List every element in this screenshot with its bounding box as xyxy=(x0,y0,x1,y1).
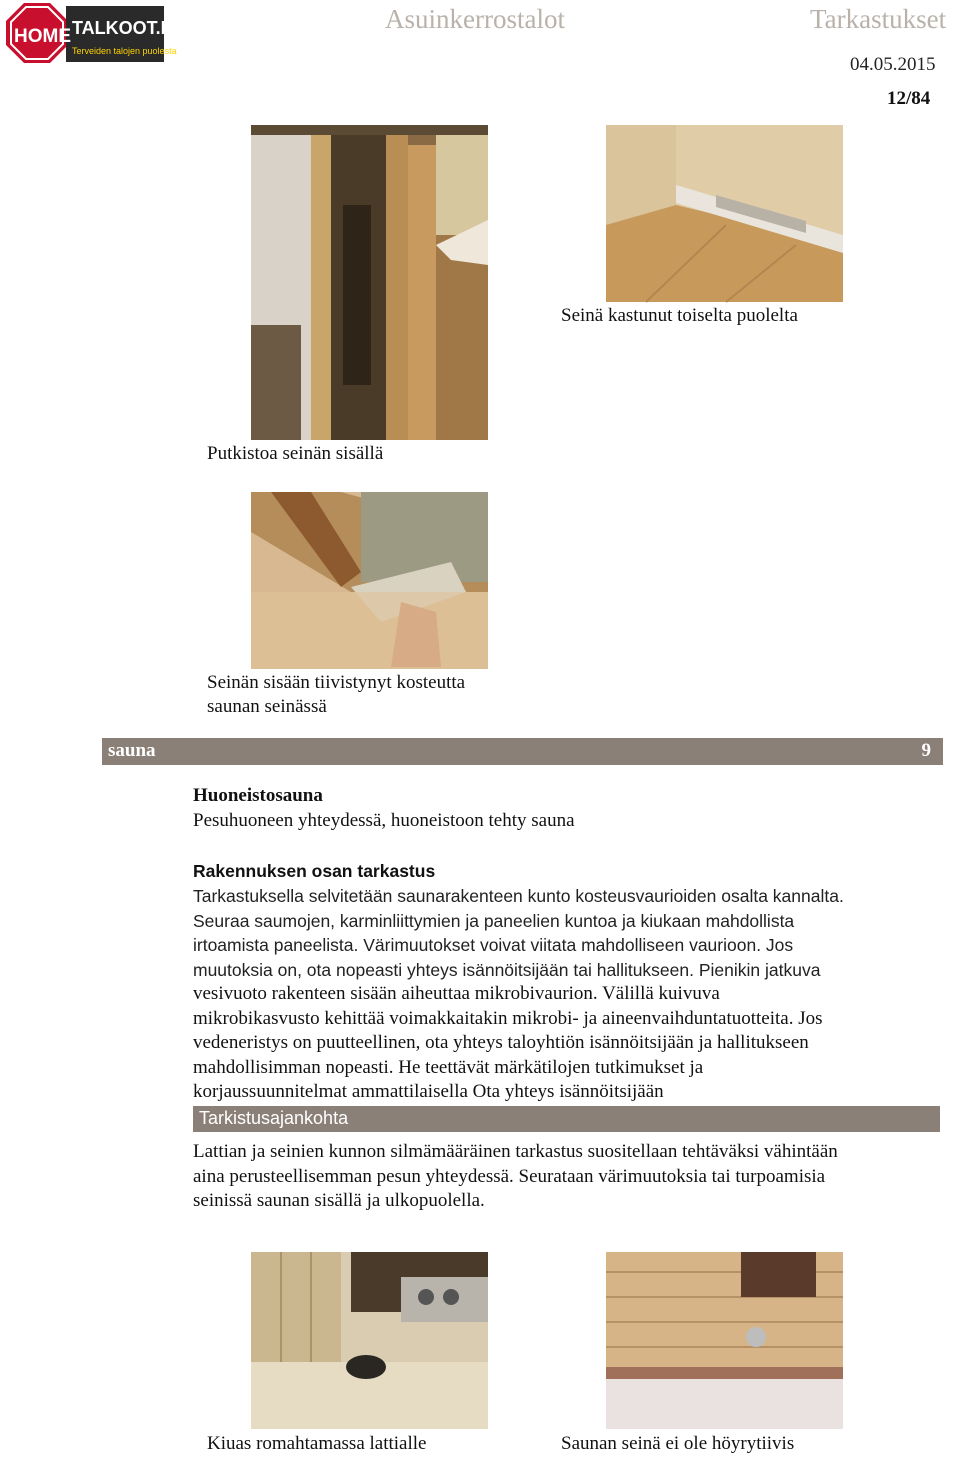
schedule-heading-bar xyxy=(193,1106,940,1132)
photo-pipes-in-wall xyxy=(251,125,488,440)
inspection-line: Seuraa saumojen, karminliittymien ja paneelien kuntoa ja kiukaan mahdollista xyxy=(193,910,795,931)
logo-home-text: HOME xyxy=(14,26,71,47)
header-section-name: Asuinkerrostalot xyxy=(385,4,565,34)
body-line: korjaussuunnitelmat ammattilaisella Ota yhteys isännöitsijään xyxy=(193,1081,664,1102)
page-number: 12/84 xyxy=(887,88,931,109)
logo-graphic xyxy=(6,2,177,64)
section-number: 9 xyxy=(921,740,931,761)
section-description: Pesuhuoneen yhteydessä, huoneistoon tehty sauna xyxy=(193,810,575,831)
body-line: mahdollisimman nopeasti. He teettävät märkätilojen tutkimukset ja xyxy=(193,1056,704,1078)
inspection-text xyxy=(193,884,844,982)
caption-pipes-in-wall: Putkistoa seinän sisällä xyxy=(207,443,384,464)
inspection-body-text xyxy=(193,982,823,1105)
caption-wall-not-vapor-tight: Saunan seinä ei ole höyrytiivis xyxy=(561,1433,795,1454)
photo-wet-wall xyxy=(606,125,843,302)
body-line: mikrobikasvusto kehittää voimakkaitakin mikrobi- ja aineenvaihduntatuotteita. Jos xyxy=(193,1007,823,1029)
caption-condensed-moisture xyxy=(207,671,465,719)
logo-tagline: Terveiden talojen puolesta xyxy=(72,46,177,56)
section-bar xyxy=(102,738,943,765)
header-date: 04.05.2015 xyxy=(850,54,936,75)
inspection-line: muutoksia on, ota nopeasti yhteys isännöitsijään tai hallitukseen. Pienikin jatkuva xyxy=(193,959,821,980)
schedule-heading: Tarkistusajankohta xyxy=(199,1108,349,1128)
caption-wet-wall: Seinä kastunut toiselta puolelta xyxy=(561,305,798,326)
caption-condensed-moisture-line2: saunan seinässä xyxy=(207,696,327,717)
section-subtitle: Huoneistosauna xyxy=(193,785,323,806)
photo-stove-collapsing xyxy=(251,1252,488,1429)
photo-condensed-moisture xyxy=(251,492,488,669)
schedule-line: aina perusteellisemman pesun yhteydessä. Seurataan värimuutoksia tai turpoamisia xyxy=(193,1165,826,1187)
hometalkoot-logo xyxy=(6,2,177,64)
inspection-line: Tarkastuksella selvitetään saunarakenteen kunto kosteusvaurioiden osalta kannalta. xyxy=(193,886,844,906)
schedule-text xyxy=(193,1140,838,1214)
schedule-line: Lattian ja seinien kunnon silmämääräinen tarkastus suositellaan tehtäväksi vähintään xyxy=(193,1141,838,1162)
schedule-line: seinissä saunan sisällä ja ulkopuolella. xyxy=(193,1190,485,1211)
inspection-heading: Rakennuksen osan tarkastus xyxy=(193,861,436,881)
logo-talkoot-text: TALKOOT.FI xyxy=(72,18,177,38)
photo-wall-not-vapor-tight xyxy=(606,1252,843,1429)
caption-condensed-moisture-line1: Seinän sisään tiivistynyt kosteutta xyxy=(207,672,466,693)
body-line: vesivuoto rakenteen sisään aiheuttaa mikrobivaurion. Välillä kuivuva xyxy=(193,983,720,1004)
header-title: Tarkastukset xyxy=(810,4,947,34)
caption-stove-collapsing: Kiuas romahtamassa lattialle xyxy=(207,1433,427,1454)
inspection-line: irtoamista paneelista. Värimuutokset voivat viitata mahdolliseen vaurioon. Jos xyxy=(193,935,794,955)
body-line: vedeneristys on puutteellinen, ota yhteys taloyhtiön isännöitsijään ja hallitukseen xyxy=(193,1032,809,1053)
section-name: sauna xyxy=(108,740,156,761)
